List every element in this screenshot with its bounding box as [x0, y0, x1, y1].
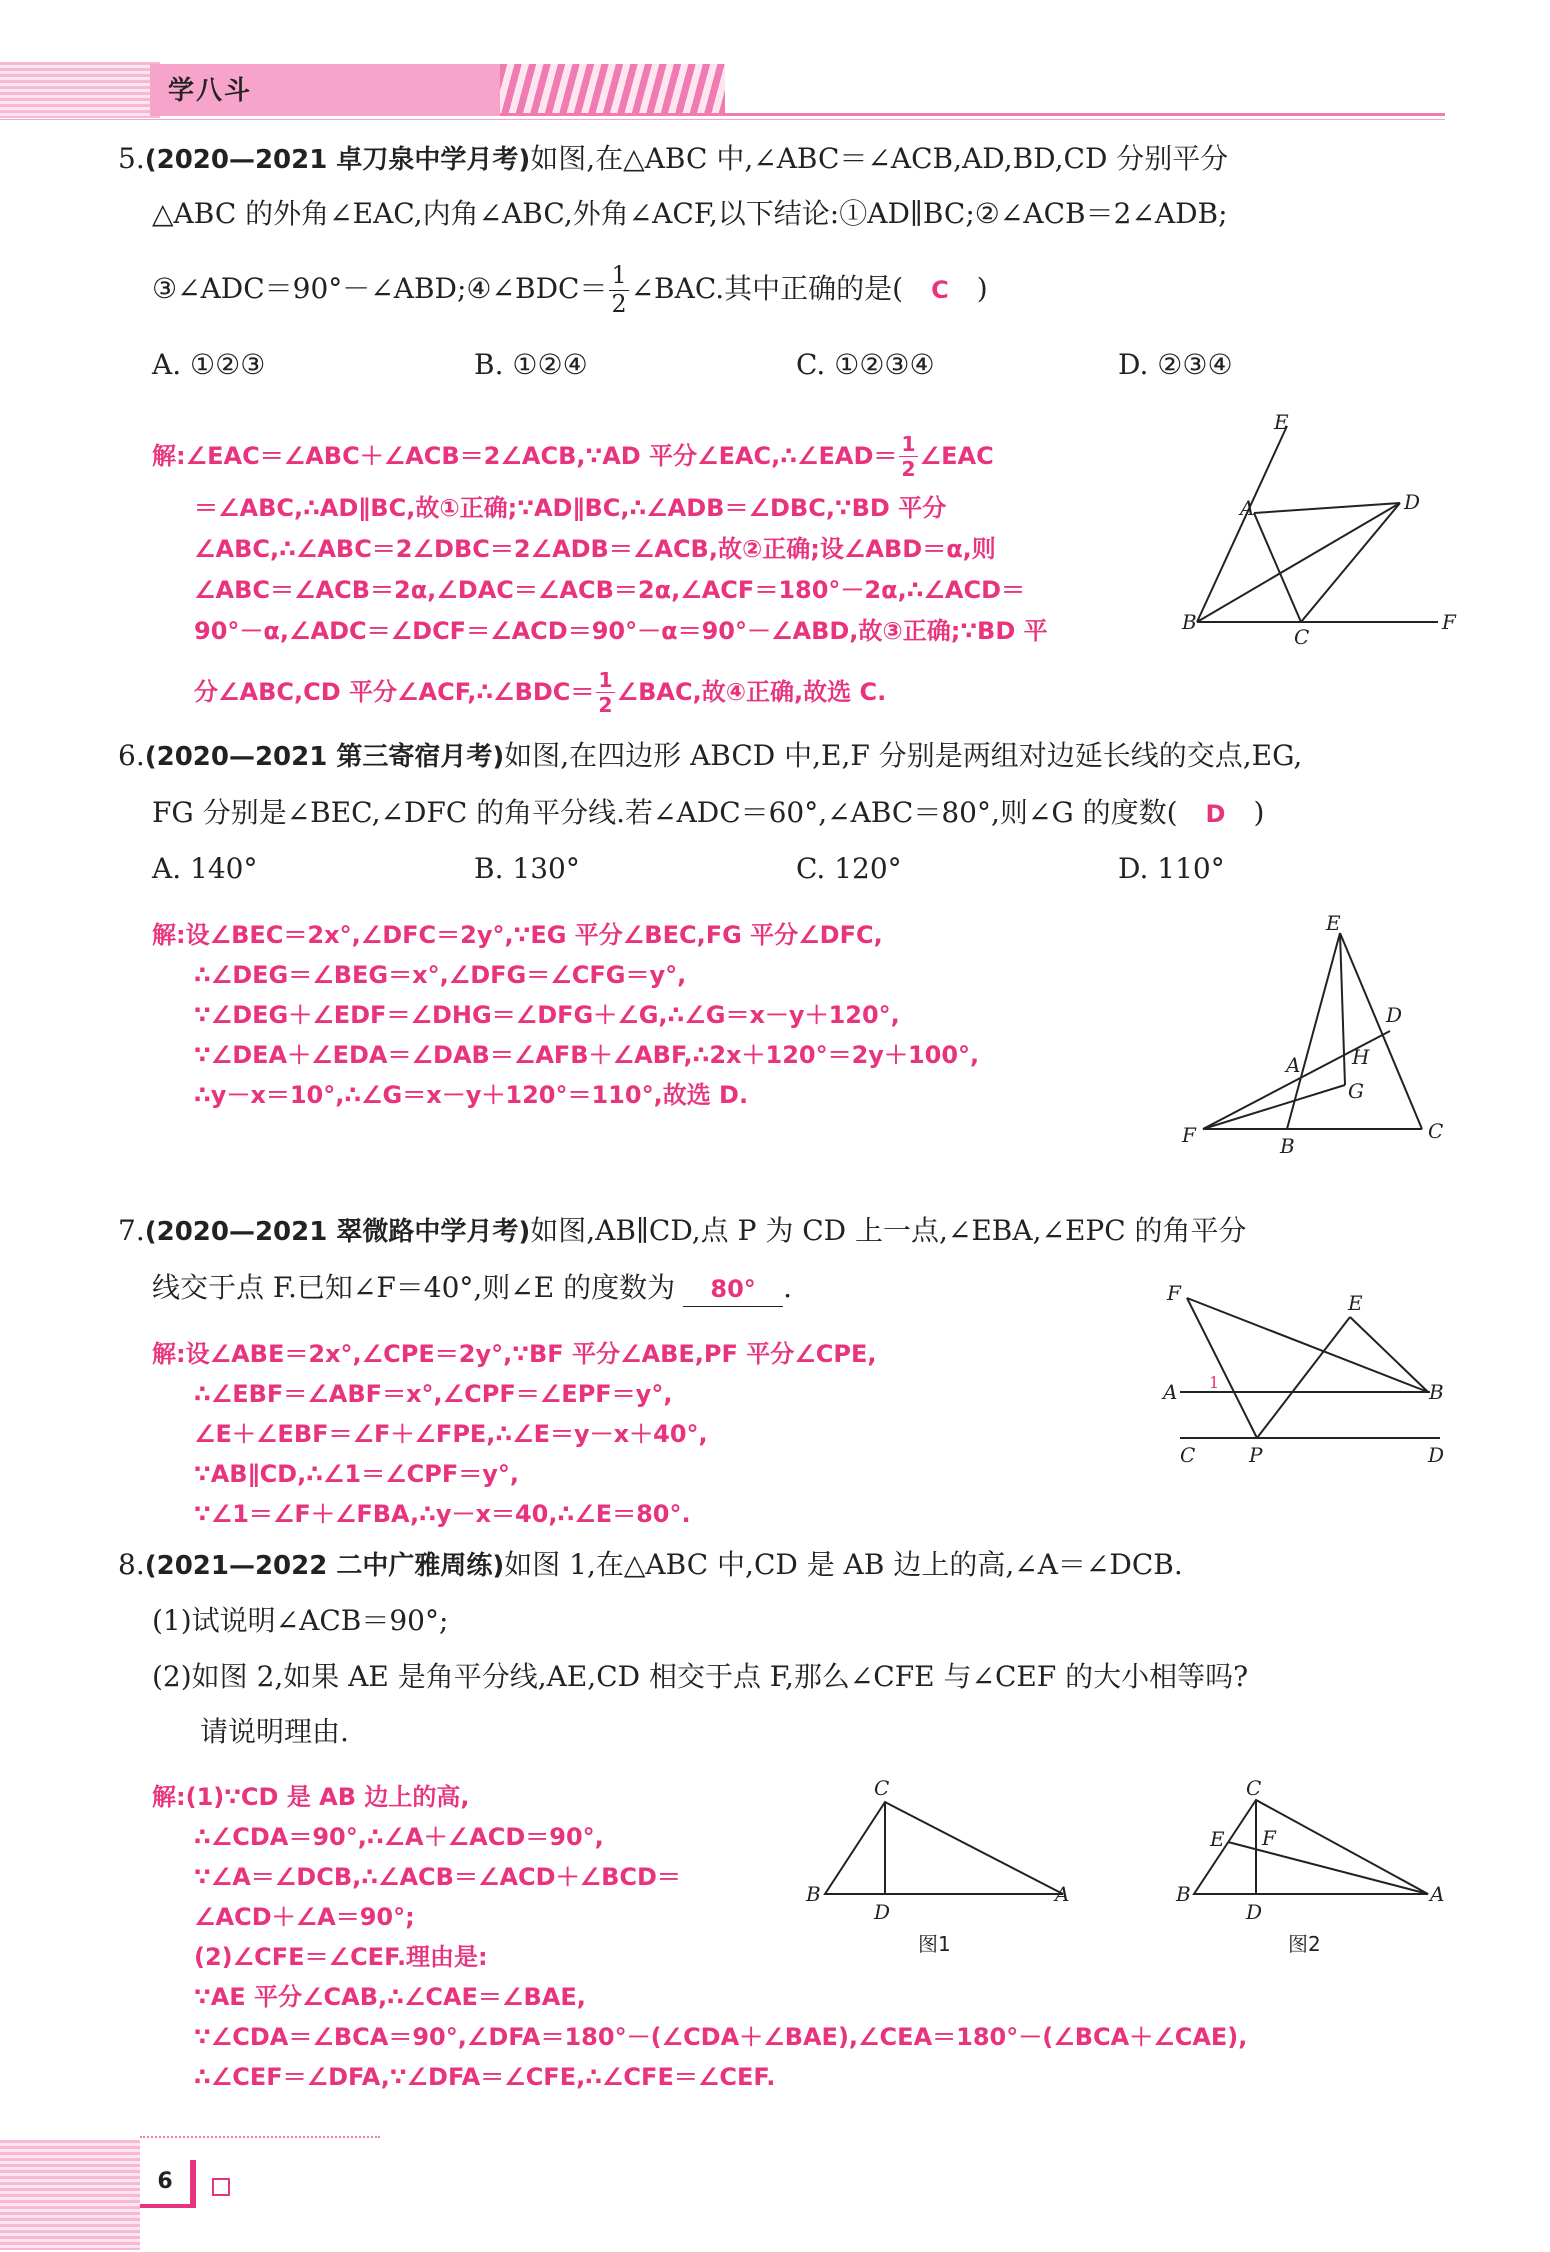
q8-solution-line-4: ∠ACD＋∠A＝90°; [194, 1903, 415, 1931]
label-f: F [1442, 610, 1456, 634]
question-text: ∠BAC.其中正确的是( [630, 271, 904, 305]
label-c: C [1294, 625, 1310, 649]
q5-solution-line-3: ∠ABC,∴∠ABC＝2∠DBC＝2∠ADB＝∠ACB,故②正确;设∠ABD＝α,则 [194, 535, 996, 563]
fraction-numerator: 1 [611, 261, 627, 289]
q7-solution-line-1: 解:设∠ABE＝2x°,∠CPE＝2y°,∵BF 平分∠ABE,PF 平分∠CPE, [152, 1340, 877, 1368]
label-c: C [874, 1776, 890, 1800]
q8-solution-line-2: ∴∠CDA＝90°,∴∠A＋∠ACD＝90°, [194, 1823, 604, 1851]
q7-solution-line-4: ∵AB∥CD,∴∠1＝∠CPF＝y°, [194, 1460, 520, 1488]
label-c: C [1180, 1443, 1196, 1467]
header-rule-thin [0, 119, 1445, 120]
label-d: D [1386, 1003, 1403, 1027]
q5-option-d: D. ②③④ [1118, 348, 1233, 381]
q5-line-2: △ABC 的外角∠EAC,内角∠ABC,外角∠ACF,以下结论:①AD∥BC;②∠ACB＝2∠ADB; [152, 197, 1228, 230]
label-d: D [1428, 1443, 1445, 1467]
label-h: H [1352, 1045, 1370, 1069]
paren: ) [1253, 796, 1265, 829]
label-a: A [1240, 496, 1255, 520]
question-source: (2021—2022 二中广雅周练) [144, 1551, 505, 1581]
header-band-left [0, 62, 160, 118]
fraction-numerator: 1 [598, 668, 613, 692]
q6-solution-line-1: 解:设∠BEC＝2x°,∠DFC＝2y°,∵EG 平分∠BEC,FG 平分∠DFC, [152, 921, 883, 949]
segment-cd [1301, 503, 1400, 622]
label-c: C [1246, 1776, 1262, 1800]
question-text: ③∠ADC＝90°－∠ABD;④∠BDC＝ [152, 271, 608, 305]
label-b: B [806, 1882, 821, 1906]
question-source: (2020—2021 卓刀泉中学月考) [144, 145, 531, 175]
label-e: E [1348, 1291, 1363, 1315]
fraction-denominator: 2 [611, 289, 627, 318]
question-number: 5. [118, 142, 145, 175]
q5-solution-line-2: ＝∠ABC,∴AD∥BC,故①正确;∵AD∥BC,∴∠ADB＝∠DBC,∵BD 平分 [194, 494, 947, 522]
q8-line-1 [118, 1548, 1183, 1583]
fraction [609, 261, 628, 318]
q8-figure-2 [1170, 1775, 1460, 1960]
answer-choice: D [1205, 800, 1226, 828]
bisector-ae [1228, 1842, 1428, 1894]
label-d: D [1246, 1900, 1263, 1924]
label-d: D [874, 1900, 891, 1924]
segment-fp [1187, 1298, 1257, 1438]
q5-figure [1182, 405, 1460, 655]
label-f: F [1262, 1826, 1276, 1850]
label-b: B [1429, 1380, 1444, 1404]
q7-solution-line-5: ∵∠1＝∠F＋∠FBA,∴y－x＝40,∴∠E＝80°. [194, 1500, 691, 1528]
question-number: 6. [118, 739, 145, 772]
q6-option-a: A. 140° [152, 852, 258, 885]
segment-ac [1254, 513, 1301, 622]
question-text: 线交于点 F.已知∠F＝40°,则∠E 的度数为 [152, 1271, 676, 1304]
header-tab [150, 64, 505, 116]
label-a: A [1055, 1882, 1070, 1906]
question-text: FG 分别是∠BEC,∠DFC 的角平分线.若∠ADC＝60°,∠ABC＝80°,则∠G 的度数( [152, 796, 1178, 829]
q8-solution-line-7: ∵∠CDA＝∠BCA＝90°,∠DFA＝180°－(∠CDA＋∠BAE),∠CEA＝180°－(∠BCA＋∠CAE), [194, 2023, 1248, 2051]
header-rule [500, 113, 1445, 116]
solution-text: ∠BAC,故④正确,故选 C. [616, 677, 887, 706]
q6-solution-line-5: ∴y－x＝10°,∴∠G＝x－y＋120°＝110°,故选 D. [194, 1081, 749, 1109]
label-a: A [1286, 1053, 1301, 1077]
q8-part-2: (2)如图 2,如果 AE 是角平分线,AE,CD 相交于点 F,那么∠CFE 与∠CEF 的大小相等吗? [152, 1660, 1249, 1693]
label-b: B [1280, 1134, 1295, 1158]
q5-line-3 [152, 261, 988, 318]
solution-text: ∠EAC [919, 441, 994, 470]
q5-solution-line-1 [152, 434, 994, 480]
q5-option-a: A. ①②③ [152, 348, 266, 381]
fraction-numerator: 1 [901, 432, 916, 456]
segment-pe [1257, 1317, 1350, 1438]
figure-caption: 图2 [1288, 1932, 1321, 1956]
q6-line-2 [152, 796, 1264, 831]
q5-option-c: C. ①②③④ [796, 348, 935, 381]
label-p: P [1249, 1443, 1263, 1467]
page-number: 6 [140, 2160, 196, 2208]
question-text: 如图 1,在△ABC 中,CD 是 AB 边上的高,∠A＝∠DCB. [504, 1548, 1183, 1581]
label-a: A [1163, 1380, 1178, 1404]
answer-choice: C [931, 275, 949, 304]
segment-eb [1350, 1317, 1428, 1392]
label-e: E [1274, 410, 1289, 434]
q7-line-1 [118, 1214, 1247, 1249]
question-text: 如图,在△ABC 中,∠ABC＝∠ACB,AD,BD,CD 分别平分 [530, 142, 1229, 175]
period: . [783, 1271, 792, 1304]
q6-solution-line-2: ∴∠DEG＝∠BEG＝x°,∠DFG＝∠CFG＝y°, [194, 961, 687, 989]
solution-text: 解:∠EAC＝∠ABC＋∠ACB＝2∠ACB,∵AD 平分∠EAC,∴∠EAD＝ [152, 441, 898, 470]
label-a: A [1430, 1882, 1445, 1906]
q8-figure-1 [800, 1775, 1090, 1960]
header-stripes [500, 64, 725, 116]
segment-ad [1254, 503, 1400, 513]
footer-dots [140, 2136, 380, 2138]
label-g: G [1348, 1079, 1364, 1103]
label-c: C [1428, 1119, 1444, 1143]
label-angle-1: 1 [1209, 1373, 1220, 1392]
fraction-denominator: 2 [598, 693, 613, 718]
q7-line-2 [152, 1271, 792, 1307]
fraction [899, 434, 917, 480]
question-text: 如图,在四边形 ABCD 中,E,F 分别是两组对边延长线的交点,EG, [504, 739, 1303, 772]
q5-option-b: B. ①②④ [474, 348, 588, 381]
line-eg [1340, 933, 1345, 1085]
segment-fb [1187, 1298, 1428, 1392]
q6-figure [1180, 910, 1450, 1160]
q8-part-2-cont: 请说明理由. [200, 1715, 349, 1748]
q8-part-1: (1)试说明∠ACB＝90°; [152, 1604, 449, 1637]
fraction-denominator: 2 [901, 457, 916, 482]
answer-value: 80° [710, 1275, 756, 1303]
q6-option-b: B. 130° [474, 852, 580, 885]
q8-solution-line-8: ∴∠CEF＝∠DFA,∵∠DFA＝∠CFE,∴∠CFE＝∠CEF. [194, 2063, 776, 2091]
fraction [596, 670, 614, 716]
footer-band [0, 2140, 140, 2250]
figure-caption: 图1 [918, 1932, 951, 1956]
q7-figure [1165, 1280, 1460, 1475]
footer-square-icon [212, 2178, 230, 2196]
triangle-abc [1194, 1800, 1428, 1894]
label-e: E [1210, 1827, 1225, 1851]
q6-option-c: C. 120° [796, 852, 902, 885]
label-f: F [1182, 1123, 1196, 1147]
solution-text: 分∠ABC,CD 平分∠ACF,∴∠BDC＝ [194, 677, 595, 706]
label-e: E [1326, 911, 1341, 935]
question-source: (2020—2021 第三寄宿月考) [144, 742, 505, 772]
q6-solution-line-4: ∵∠DEA＋∠EDA＝∠DAB＝∠AFB＋∠ABF,∴2x＋120°＝2y＋100°, [194, 1041, 980, 1069]
segment-bd [1197, 503, 1400, 622]
answer-blank [683, 1271, 783, 1307]
label-b: B [1182, 610, 1197, 634]
line-be [1197, 426, 1287, 622]
q5-solution-line-4: ∠ABC＝∠ACB＝2α,∠DAC＝∠ACB＝2α,∠ACF＝180°－2α,∴∠ACD＝ [194, 576, 1026, 604]
q6-option-d: D. 110° [1118, 852, 1225, 885]
header-title: 学八斗 [168, 76, 253, 106]
q5-line-1 [118, 142, 1228, 177]
label-d: D [1404, 490, 1421, 514]
paren: ) [976, 271, 988, 305]
question-number: 7. [118, 1214, 145, 1247]
q8-solution-line-3: ∵∠A＝∠DCB,∴∠ACB＝∠ACD＋∠BCD＝ [194, 1863, 681, 1891]
question-number: 8. [118, 1548, 145, 1581]
q7-solution-line-3: ∠E＋∠EBF＝∠F＋∠FPE,∴∠E＝y－x＋40°, [194, 1420, 708, 1448]
q5-solution-line-6 [194, 670, 886, 716]
q8-solution-line-1: 解:(1)∵CD 是 AB 边上的高, [152, 1783, 470, 1811]
question-text: 如图,AB∥CD,点 P 为 CD 上一点,∠EBA,∠EPC 的角平分 [530, 1214, 1247, 1247]
q8-solution-line-5: (2)∠CFE＝∠CEF.理由是: [194, 1943, 488, 1971]
q7-solution-line-2: ∴∠EBF＝∠ABF＝x°,∠CPF＝∠EPF＝y°, [194, 1380, 673, 1408]
q6-solution-line-3: ∵∠DEG＋∠EDF＝∠DHG＝∠DFG＋∠G,∴∠G＝x－y＋120°, [194, 1001, 900, 1029]
label-b: B [1176, 1882, 1191, 1906]
label-f: F [1167, 1281, 1181, 1305]
q8-solution-line-6: ∵AE 平分∠CAB,∴∠CAE＝∠BAE, [194, 1983, 586, 2011]
q6-line-1 [118, 739, 1302, 774]
q5-solution-line-5: 90°－α,∠ADC＝∠DCF＝∠ACD＝90°－α＝90°－∠ABD,故③正确;∵BD 平 [194, 617, 1048, 645]
triangle-abc [825, 1802, 1063, 1894]
question-source: (2020—2021 翠微路中学月考) [144, 1217, 531, 1247]
